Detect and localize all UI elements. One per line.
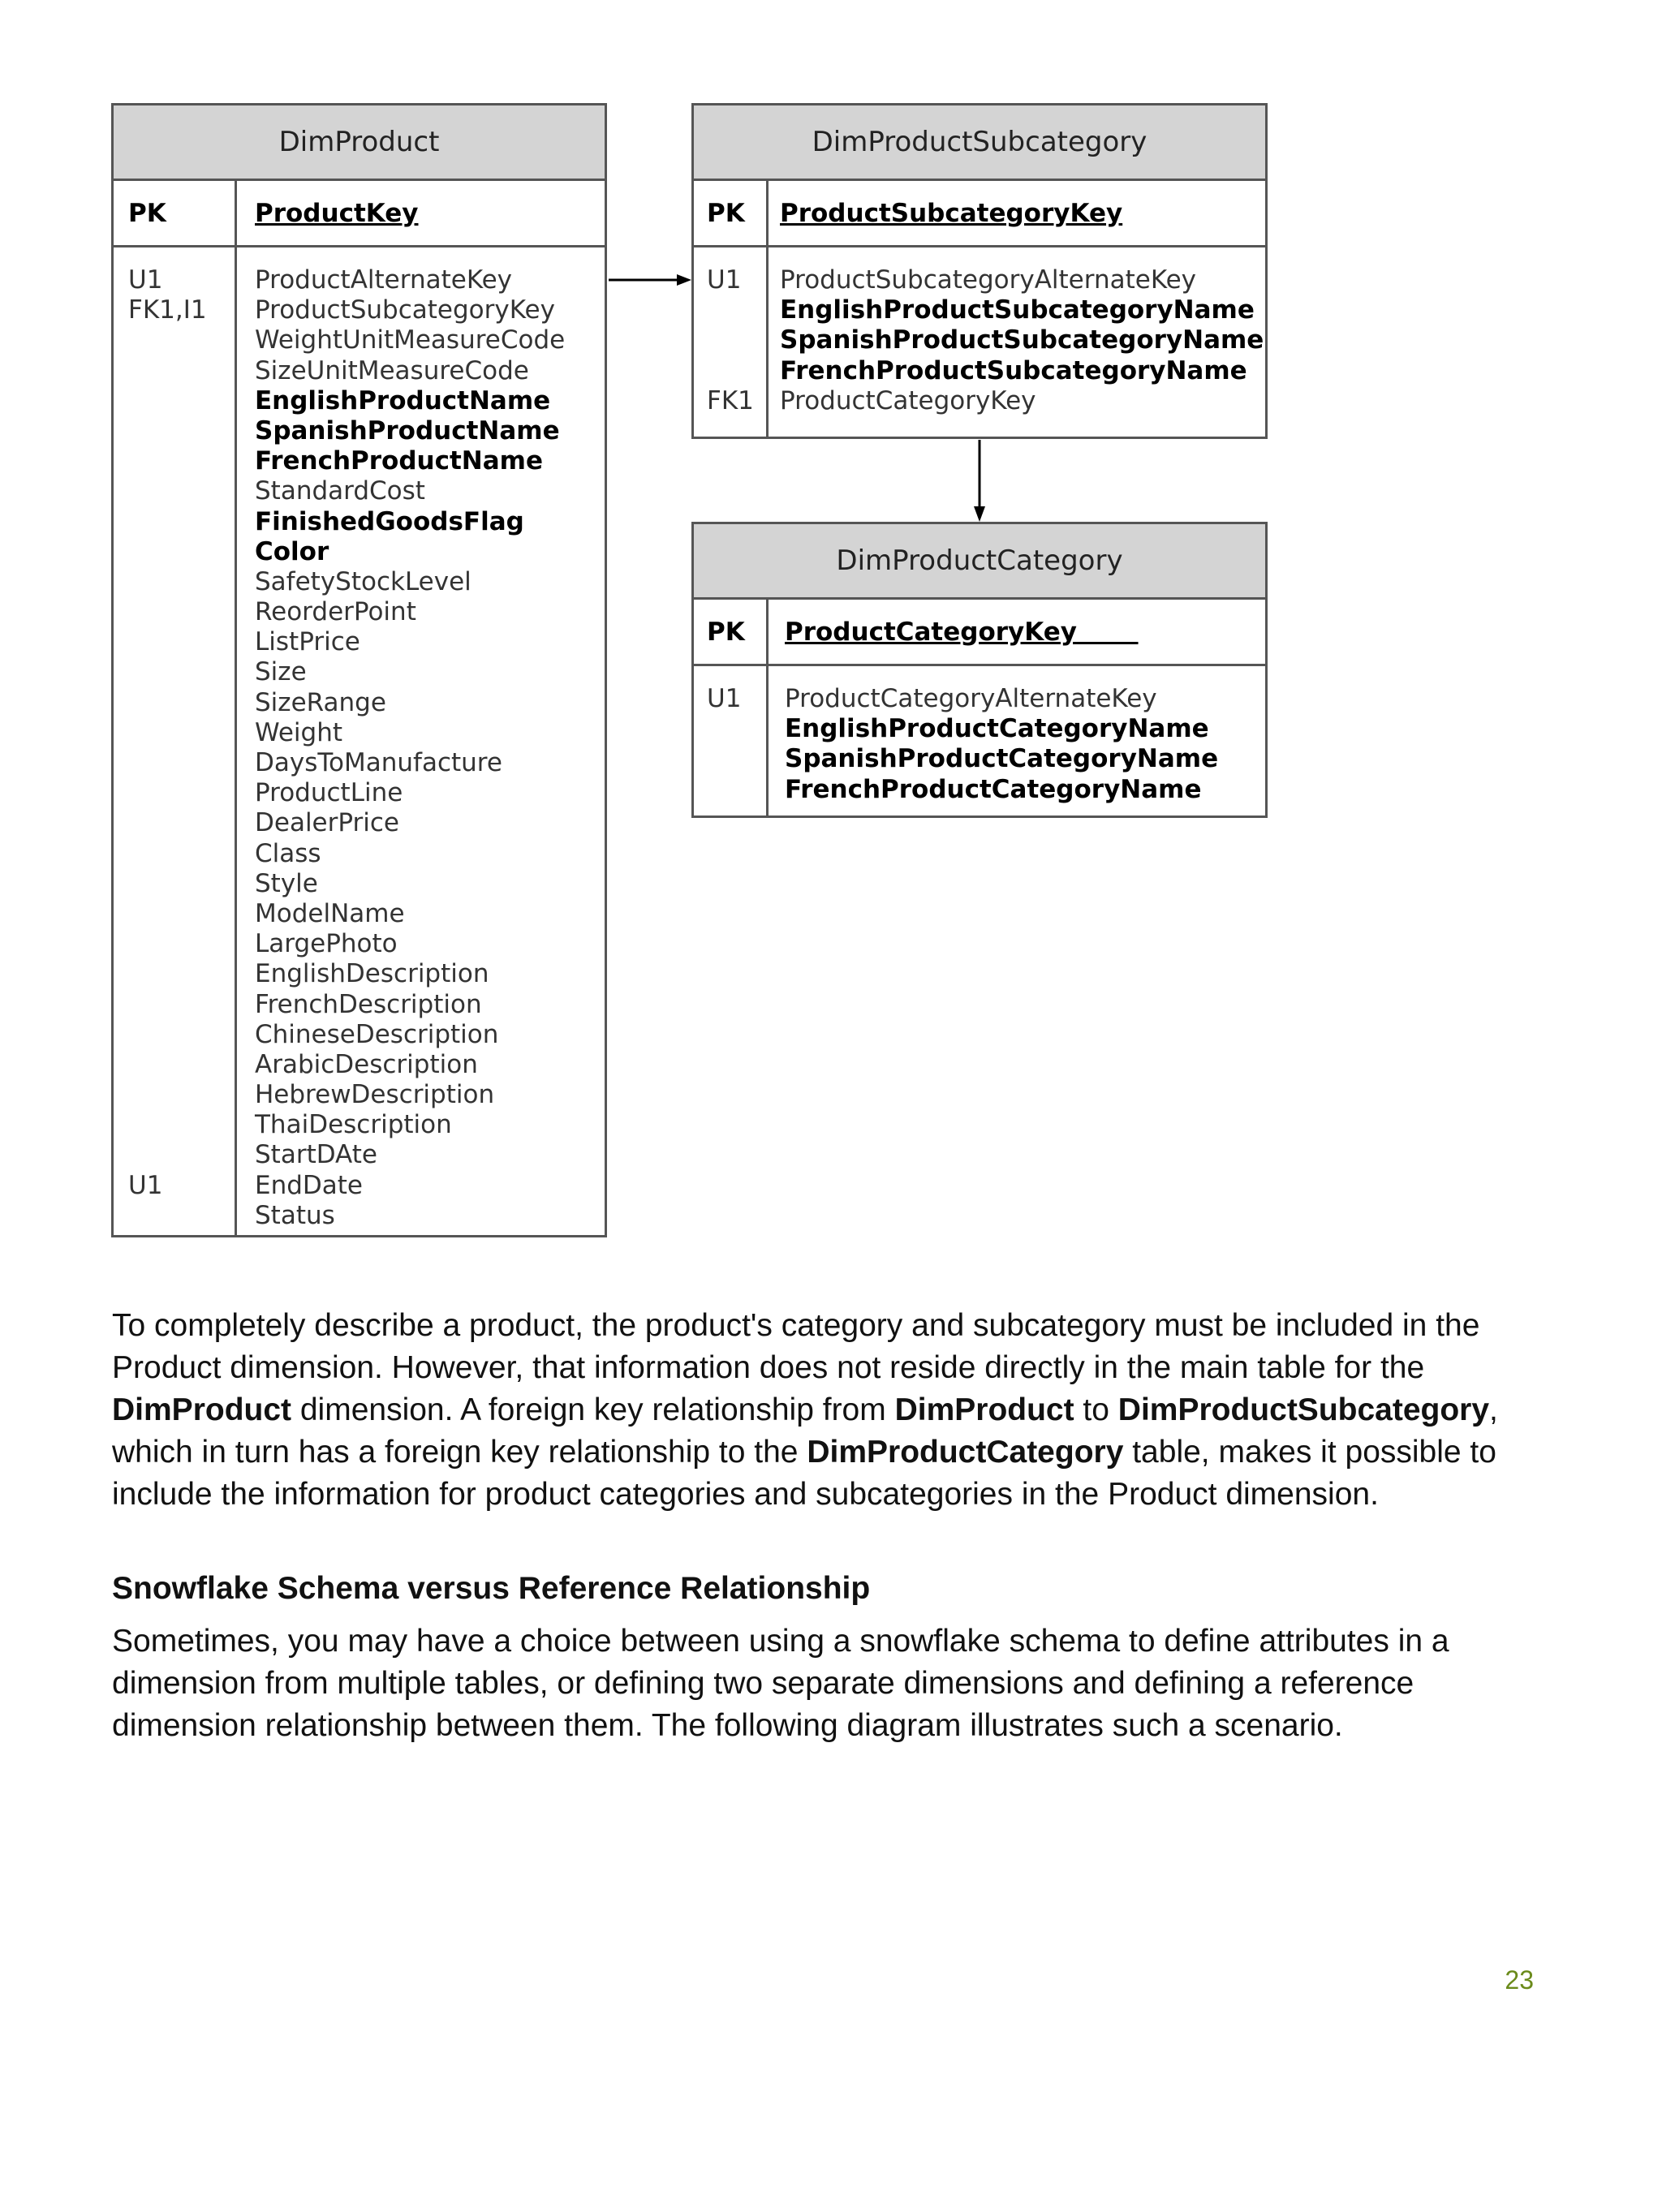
dimproduct-key-label	[128, 748, 235, 778]
dimproduct-key-label	[128, 688, 235, 718]
dimproductcategory-column-name: FrenchProductCategoryName	[785, 774, 1202, 804]
dimproductcategory-pk-row	[694, 600, 1265, 666]
dimproduct-pk-name: ProductKey	[255, 198, 419, 228]
dimproductcategory-key-labels	[694, 666, 769, 816]
dimproduct-column-name: Size	[255, 657, 307, 687]
dimproduct-column-name: SizeUnitMeasureCode	[255, 355, 529, 385]
dimproduct-title: DimProduct	[114, 105, 605, 181]
dimproduct-key-label	[128, 959, 235, 989]
dimproduct-column-name: DaysToManufacture	[255, 748, 502, 777]
dimproductsubcategory-column-name: SpanishProductSubcategoryName	[780, 325, 1264, 355]
dimproduct-column-names	[237, 247, 565, 1235]
dimproductsubcategory-key-label: U1	[707, 265, 742, 295]
dimproduct-key-label	[128, 778, 235, 808]
dimproduct-column-name: Class	[255, 838, 321, 868]
dimproduct-column-name: StartDAte	[255, 1140, 377, 1170]
dimproductcategory-key-label	[707, 744, 766, 774]
dimproduct-key-label	[128, 597, 235, 627]
dimproduct-column-name: FrenchProductName	[255, 446, 543, 476]
dimproduct-key-label	[128, 1110, 235, 1140]
dimproductsubcategory-pk-row	[694, 181, 1265, 247]
section-heading: Snowflake Schema versus Reference Relationship	[112, 1571, 871, 1606]
dimproductsubcategory-title: DimProductSubcategory	[694, 105, 1265, 181]
dimproduct-column-name: LargePhoto	[255, 929, 398, 959]
subcategory-to-category-arrow	[967, 440, 992, 524]
dimproductcategory-columns	[694, 666, 1265, 816]
dimproductsubcategory-column-name: ProductCategoryKey	[780, 385, 1036, 415]
dimproduct-key-label	[128, 718, 235, 748]
dimproduct-column-name: SizeRange	[255, 687, 386, 717]
dimproduct-column-name: EnglishDescription	[255, 959, 489, 989]
dimproduct-key-label	[128, 990, 235, 1020]
dimproduct-key-label	[128, 627, 235, 657]
dimproduct-key-label	[128, 386, 235, 416]
dimproductcategory-key-label: U1	[707, 684, 742, 713]
dimproduct-key-label	[128, 899, 235, 929]
dimproductcategory-pk-label: PK	[694, 600, 769, 664]
dimproduct-key-label	[128, 446, 235, 476]
dimproduct-column-name: EnglishProductName	[255, 385, 551, 415]
dimproduct-key-label	[128, 537, 235, 567]
dimproductsubcategory-table	[691, 103, 1268, 439]
dimproduct-key-label	[128, 869, 235, 899]
dimproduct-column-name: HebrewDescription	[255, 1080, 495, 1110]
dimproduct-key-labels	[114, 247, 237, 1235]
dimproductsubcategory-pk-label: PK	[694, 181, 769, 245]
dimproductcategory-column-names	[769, 666, 1218, 816]
paragraph-snowflake-description: To completely describe a product, the product's category and subcategory must be included in the Product dimension. However, that information does not reside directly in the main table for the DimProduct dimension. A foreign key relationship from DimProduct to DimProductSubcategory, which in turn has a foreign key relationship to the DimProductCategory table, makes it possible to include the information for product categories and subcategories in the Product dimension.	[112, 1308, 1498, 1512]
dimproduct-column-name: DealerPrice	[255, 808, 399, 838]
dimproduct-key-label	[128, 356, 235, 386]
dimproductcategory-column-name: ProductCategoryAlternateKey	[785, 684, 1157, 713]
dimproduct-columns	[114, 247, 605, 1235]
product-to-subcategory-arrow	[607, 268, 693, 292]
dimproduct-column-name: ProductSubcategoryKey	[255, 295, 555, 325]
dimproduct-key-label	[128, 416, 235, 446]
dimproduct-column-name: ModelName	[255, 898, 405, 928]
dimproduct-key-label	[128, 1201, 235, 1231]
dimproduct-column-name: Status	[255, 1200, 335, 1230]
dimproduct-column-name: Weight	[255, 717, 343, 747]
dimproduct-column-name: Style	[255, 868, 318, 898]
dimproduct-key-label	[128, 657, 235, 687]
dimproduct-column-name: ReorderPoint	[255, 597, 416, 627]
dimproduct-column-name: FinishedGoodsFlag	[255, 506, 524, 536]
dimproduct-key-label	[128, 1020, 235, 1050]
dimproduct-column-name: ListPrice	[255, 627, 360, 657]
dimproduct-column-name: ProductAlternateKey	[255, 265, 513, 295]
paragraph-reference-relationship: Sometimes, you may have a choice between using a snowflake schema to define attributes in a dimension from multiple tables, or defining two separate dimensions and defining a reference dimension relationship between them. The following diagram illustrates such a scenario.	[112, 1624, 1449, 1743]
dimproductcategory-column-name: SpanishProductCategoryName	[785, 744, 1219, 774]
dimproductcategory-key-label	[707, 775, 766, 805]
dimproductcategory-key-label	[707, 714, 766, 744]
dimproductsubcategory-key-label	[707, 325, 766, 355]
dimproduct-key-label	[128, 808, 235, 838]
dimproductsubcategory-column-name: EnglishProductSubcategoryName	[780, 295, 1255, 325]
dimproductcategory-table	[691, 522, 1268, 818]
dimproduct-key-label: FK1,I1	[128, 295, 207, 325]
dimproductcategory-column-name: EnglishProductCategoryName	[785, 714, 1209, 744]
dimproduct-key-label	[128, 1140, 235, 1170]
dimproductsubcategory-key-label	[707, 356, 766, 386]
dimproduct-column-name: EndDate	[255, 1170, 364, 1200]
dimproduct-column-name: FrenchDescription	[255, 989, 482, 1019]
dimproduct-column-name: ProductLine	[255, 778, 403, 808]
dimproductsubcategory-key-label	[707, 295, 766, 325]
dimproductsubcategory-columns	[694, 247, 1265, 437]
dimproduct-table	[111, 103, 607, 1237]
dimproduct-column-name: Color	[255, 536, 329, 566]
dimproductsubcategory-key-label: FK1	[707, 385, 754, 415]
page-number: 23	[1505, 1965, 1534, 1995]
dimproduct-column-name: ArabicDescription	[255, 1049, 478, 1079]
dimproduct-column-name: SafetyStockLevel	[255, 566, 471, 596]
dimproduct-key-label	[128, 1050, 235, 1080]
dimproductcategory-pk-name: ProductCategoryKey	[785, 617, 1077, 647]
dimproductsubcategory-column-names	[769, 247, 1264, 437]
dimproductsubcategory-key-labels	[694, 247, 769, 437]
dimproduct-pk-label: PK	[114, 181, 237, 245]
dimproduct-column-name: ChineseDescription	[255, 1019, 499, 1049]
dimproductsubcategory-column-name: ProductSubcategoryAlternateKey	[780, 265, 1197, 295]
dimproduct-key-label: U1	[128, 265, 163, 295]
dimproduct-column-name: SpanishProductName	[255, 415, 560, 445]
dimproductsubcategory-column-name: FrenchProductSubcategoryName	[780, 355, 1247, 385]
dimproduct-pk-row	[114, 181, 605, 247]
dimproductcategory-title: DimProductCategory	[694, 524, 1265, 600]
dimproduct-key-label	[128, 929, 235, 959]
dimproduct-key-label: U1	[128, 1170, 163, 1200]
dimproduct-key-label	[128, 507, 235, 537]
dimproduct-key-label	[128, 325, 235, 355]
dimproduct-key-label	[128, 567, 235, 597]
dimproduct-key-label	[128, 839, 235, 869]
dimproduct-column-name: ThaiDescription	[255, 1110, 452, 1140]
dimproduct-key-label	[128, 476, 235, 506]
dimproduct-column-name: WeightUnitMeasureCode	[255, 325, 566, 355]
dimproduct-column-name: StandardCost	[255, 476, 425, 506]
dimproduct-key-label	[128, 1080, 235, 1110]
dimproductsubcategory-pk-name: ProductSubcategoryKey	[780, 198, 1123, 228]
